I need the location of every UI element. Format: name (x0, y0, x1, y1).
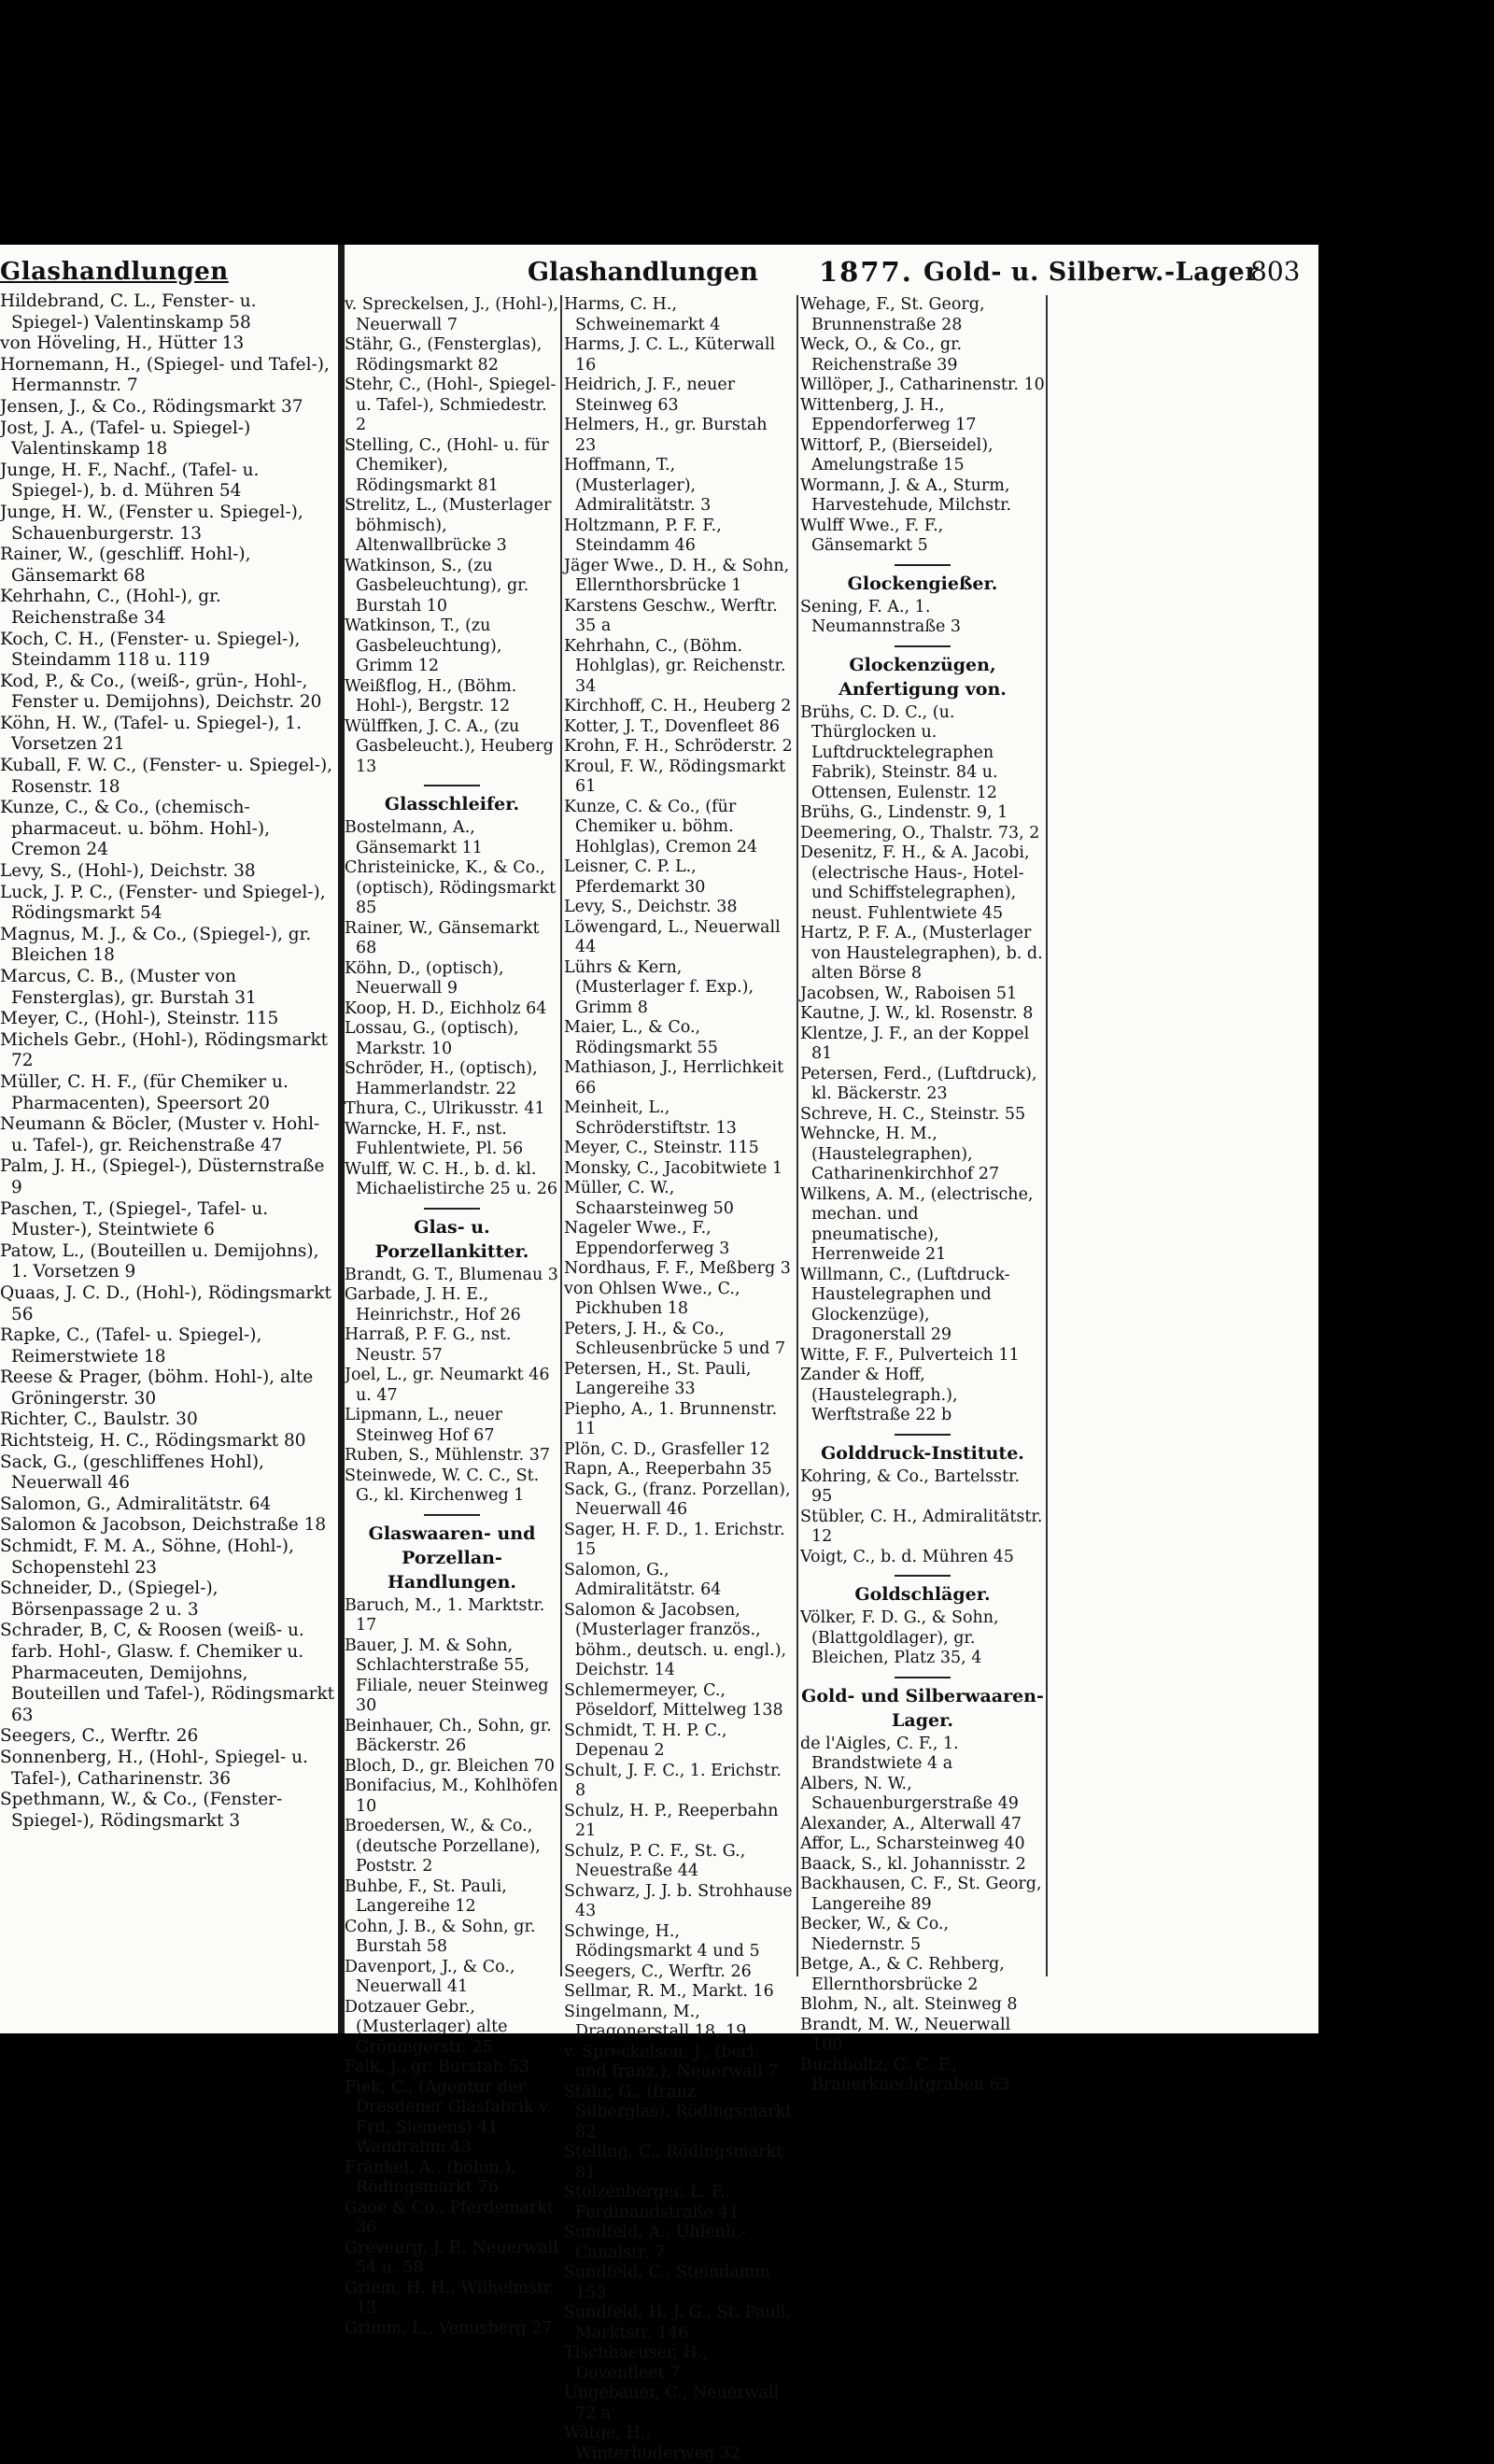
directory-entry: Schulz, P. C. F., St. G., Neuestraße 44 (564, 1841, 746, 1880)
section-glockengiesser (800, 598, 1045, 638)
directory-entry: Koch, C. H., (Fenster- u. Spiegel-), Steindamm 118 u. 119 (0, 629, 301, 671)
directory-entry: Jäger Wwe., D. H., & Sohn, Ellernthorsbrücke 1 (564, 556, 790, 595)
directory-entry: Lipmann, L., neuer Steinweg Hof 67 (345, 1406, 503, 1445)
directory-entry: Kuball, F. W. C., (Fenster- u. Spiegel-), Rosenstr. 18 (0, 756, 333, 797)
directory-entry: Schreve, H. C., Steinstr. 55 (800, 1104, 1026, 1124)
section-separator (424, 785, 480, 786)
directory-entry: Sundfeld, H. J. G., St. Pauli, Marktstr. 146 (564, 2303, 792, 2343)
directory-entry: Weck, O., & Co., gr. Reichenstraße 39 (800, 335, 963, 375)
directory-entry: Falk, J., gr. Burstah 53 (345, 2058, 529, 2076)
directory-entry: Helmers, H., gr. Burstah 23 (564, 416, 768, 455)
right-page (345, 245, 1318, 2463)
directory-entry: de l'Aigles, C. F., 1. Brandstwiete 4 a (800, 1734, 959, 1773)
directory-entry: Fränkel, A., (böhm.), Rödingsmarkt 76 (345, 2158, 516, 2197)
running-header-right: Gold- u. Silberw.-Lager (923, 258, 1259, 287)
directory-entry: Grimm, L., Venusberg 27 (345, 2318, 553, 2338)
directory-entry: Monsky, C., Jacobitwiete 1 (564, 1158, 783, 1178)
directory-entry: Stehr, C., (Hohl-, Spiegel- u. Tafel-), Schmiedestr. 2 (345, 375, 557, 434)
directory-entry: Neumann & Böcler, (Muster v. Hohl- u. Tafel-), gr. Reichenstraße 47 (0, 1114, 320, 1155)
directory-entry: Schmidt, F. M. A., Söhne, (Hohl-), Schopenstehl 23 (0, 1536, 294, 1578)
directory-entry: Stelling, C., Rödingsmarkt 81 (564, 2143, 783, 2182)
directory-entry: Magnus, M. J., & Co., (Spiegel-), gr. Bleichen 18 (0, 924, 312, 966)
directory-entry: Nageler Wwe., F., Eppendorferweg 3 (564, 1219, 730, 1258)
directory-entry: Witte, F. F., Pulverteich 11 (800, 1345, 1020, 1365)
directory-entry: Sundfeld, A., Uhlenh.-Canalstr. 7 (564, 2223, 747, 2262)
directory-entry: Deemering, O., Thalstr. 73, 2 (800, 823, 1040, 843)
directory-entry: Schwarz, J. J. b. Strohhause 43 (564, 1881, 793, 1920)
section-title-golddruck: Golddruck-Institute. (821, 1442, 1024, 1464)
directory-entry: Sellmar, R. M., Markt. 16 (564, 1982, 774, 2001)
directory-entry: Sonnenberg, H., (Hohl-, Spiegel- u. Tafel-), Catharinenstr. 36 (0, 1747, 308, 1789)
directory-entry: Kroul, F. W., Rödingsmarkt 61 (564, 757, 786, 796)
directory-entry: Plön, C. D., Grasfeller 12 (564, 1439, 770, 1459)
directory-entry: Karstens Geschw., Werftr. 35 a (564, 596, 778, 635)
directory-entry: Kehrhahn, C., (Böhm. Hohlglas), gr. Reichenstr. 34 (564, 636, 786, 696)
directory-entry: Stolzenberger, L. F., Ferdinandstraße 41 (564, 2183, 740, 2222)
left-page-column (0, 291, 336, 1832)
directory-entry: Ruben, S., Mühlenstr. 37 (345, 1446, 550, 1465)
directory-entry: Klentze, J. F., an der Koppel 81 (800, 1024, 1030, 1063)
directory-entry: Beinhauer, Ch., Sohn, gr. Bäckerstr. 26 (345, 1716, 552, 1755)
directory-entry: Rainer, W., (geschliff. Hohl-), Gänsemarkt 68 (0, 545, 251, 586)
directory-entry: von Ohlsen Wwe., C., Pickhuben 18 (564, 1279, 740, 1318)
directory-entry: Spethmann, W., & Co., (Fenster-Spiegel-), Rödingsmarkt 3 (0, 1790, 283, 1831)
directory-entry: Brandt, G. T., Blumenau 3 (345, 1265, 558, 1284)
column-3 (800, 295, 1045, 2096)
directory-entry: Wehncke, H. M., (Haustelegraphen), Catharinenkirchhof 27 (800, 1125, 1000, 1183)
column-rule (1046, 295, 1048, 1976)
page-number: 803 (1250, 256, 1301, 287)
section-glockenzuegen (800, 703, 1045, 1426)
directory-entry: Sack, G., (franz. Porzellan), Neuerwall 46 (564, 1480, 791, 1519)
directory-entry: Weißflog, H., (Böhm. Hohl-), Bergstr. 12 (345, 676, 517, 715)
directory-entry: Levy, S., Deichstr. 38 (564, 898, 738, 916)
directory-entry: Hornemann, H., (Spiegel- und Tafel-), Hermannstr. 7 (0, 354, 330, 396)
section-title-glasschleifer: Glasschleifer. (384, 794, 520, 814)
directory-entry: Schröder, H., (optisch), Hammerlandstr. 22 (345, 1059, 538, 1098)
directory-entry: v. Spreckelsen, J., (berl. und franz.), Neuerwall 7 (564, 2042, 779, 2081)
directory-entry: Bauer, J. M. & Sohn, Schlachterstraße 55, Filiale, neuer Steinweg 30 (345, 1636, 549, 1715)
directory-entry: Kod, P., & Co., (weiß-, grün-, Hohl-, Fenster u. Demijohns), Deichstr. 20 (0, 671, 322, 713)
directory-entry: Willöper, J., Catharinenstr. 10 (800, 375, 1045, 394)
directory-entry: Reese & Prager, (böhm. Hohl-), alte Gröningerstr. 30 (0, 1367, 314, 1409)
directory-entry: Rapn, A., Reeperbahn 35 (564, 1460, 772, 1479)
directory-entry: Jacobsen, W., Raboisen 51 (800, 984, 1018, 1003)
section-golddruck (800, 1467, 1045, 1568)
running-header-left: Glashandlungen (528, 258, 758, 287)
directory-entry: Wehage, F., St. Georg, Brunnenstraße 28 (800, 295, 985, 334)
column-rule (796, 295, 798, 1976)
section-silberwaaren-lager (800, 1735, 1045, 2096)
directory-entry: Köhn, H. W., (Tafel- u. Spiegel-), 1. Vorsetzen 21 (0, 713, 303, 755)
directory-entry: Petersen, H., St. Pauli, Langereihe 33 (564, 1359, 752, 1398)
directory-entry: Schrader, B, C, & Roosen (weiß- u. farb. Hohl-, Glasw. f. Chemiker u. Pharmaceuten, Demijohns, Bouteillen und Tafel-), Rödingsmarkt 63 (0, 1621, 335, 1725)
column-3-entries (800, 295, 1045, 557)
directory-entry: Greveurg, J. P., Neuerwall 54 u. 58 (345, 2238, 558, 2277)
directory-entry: Watkinson, S., (zu Gasbeleuchtung), gr. Burstah 10 (345, 556, 529, 616)
directory-entry: Richter, C., Baulstr. 30 (0, 1409, 198, 1430)
directory-entry: Meyer, C., Steinstr. 115 (564, 1139, 759, 1157)
directory-entry: Koop, H. D., Eichholz 64 (345, 998, 547, 1018)
directory-entry: Heidrich, J. F., neuer Steinweg 63 (564, 375, 736, 415)
directory-entry: Holtzmann, P. F. F., Steindamm 46 (564, 516, 722, 555)
directory-entry: Salomon, G., Admiralitätstr. 64 (0, 1494, 272, 1514)
directory-entry: Betge, A., & C. Rehberg, Ellernthorsbrücke 2 (800, 1955, 1005, 1994)
directory-entry: Zander & Hoff, (Haustelegraph.), Werftstraße 22 b (800, 1366, 958, 1424)
section-title-glaswaaren: Glaswaaren- und Porzellan-Handlungen. (368, 1522, 536, 1593)
directory-entry: Bonifacius, M., Kohlhöfen 10 (345, 1777, 558, 1816)
section-title-goldschlaeger: Goldschläger. (854, 1584, 991, 1605)
directory-entry: Salomon, G., Admiralitätstr. 64 (564, 1560, 722, 1599)
directory-entry: Marcus, C. B., (Muster von Fensterglas), gr. Burstah 31 (0, 967, 257, 1008)
directory-entry: Brandt, M. W., Neuerwall 100 (800, 2015, 1011, 2054)
directory-entry: Schulz, H. P., Reeperbahn 21 (564, 1801, 779, 1840)
section-separator (895, 564, 951, 566)
directory-entry: Richtsteig, H. C., Rödingsmarkt 80 (0, 1431, 306, 1451)
directory-entry: Lührs & Kern, (Musterlager f. Exp.), Grimm 8 (564, 957, 754, 1017)
section-separator (424, 1514, 480, 1516)
section-title-glockengiesser: Glockengießer. (847, 573, 998, 594)
directory-entry: Junge, H. F., Nachf., (Tafel- u. Spiegel-), b. d. Mühren 54 (0, 460, 260, 502)
directory-entry: Paschen, T., (Spiegel-, Tafel- u. Muster-), Steintwiete 6 (0, 1198, 269, 1240)
directory-entry: Sening, F. A., 1. Neumannstraße 3 (800, 597, 962, 636)
directory-entry: Buhbe, F., St. Pauli, Langereihe 12 (345, 1876, 507, 1916)
directory-entry: Levy, S., (Hohl-), Deichstr. 38 (0, 861, 256, 882)
directory-entry: Michels Gebr., (Hohl-), Rödingsmarkt 72 (0, 1029, 329, 1071)
directory-entry: Sundfeld, C., Steindamm 153 (564, 2263, 771, 2302)
section-title-silberwaaren-lager: Gold- und Silberwaaren-Lager. (801, 1685, 1044, 1731)
directory-entry: Affor, L., Scharsteinweg 40 (800, 1834, 1025, 1853)
directory-entry: Baack, S., kl. Johannisstr. 2 (800, 1854, 1026, 1874)
directory-entry: Peters, J. H., & Co., Schleusenbrücke 5 und 7 (564, 1319, 786, 1358)
book-gutter (338, 245, 345, 2033)
directory-entry: Völker, F. D. G., & Sohn, (Blattgoldlager), gr. Bleichen, Platz 35, 4 (800, 1608, 999, 1667)
directory-entry: Davenport, J., & Co., Neuerwall 41 (345, 1957, 515, 1996)
directory-entry: Broedersen, W., & Co., (deutsche Porzellane), Poststr. 2 (345, 1817, 541, 1876)
directory-entry: Schmidt, T. H. P. C., Depenau 2 (564, 1721, 727, 1760)
directory-entry: Sager, H. F. D., 1. Erichstr. 15 (564, 1520, 785, 1559)
section-separator (895, 645, 951, 647)
directory-entry: Garbade, J. H. E., Heinrichstr., Hof 26 (345, 1285, 521, 1324)
directory-entry: Kunze, C. & Co., (für Chemiker u. böhm. Hohlglas), Cremon 24 (564, 797, 758, 857)
section-title-porzellankitter: Glas- u. Porzellankitter. (374, 1216, 529, 1262)
section-porzellankitter (345, 1266, 559, 1507)
directory-entry: Joel, L., gr. Neumarkt 46 u. 47 (345, 1366, 550, 1405)
directory-entry: Meyer, C., (Hohl-), Steinstr. 115 (0, 1009, 279, 1029)
directory-entry: Brühs, C. D. C., (u. Thürglocken u. Luftdrucktelegraphen Fabrik), Steinstr. 84 u. Ottensen, Eulenstr. 12 (800, 702, 998, 802)
directory-entry: Luck, J. P. C., (Fenster- und Spiegel-), Rödingsmarkt 54 (0, 882, 326, 924)
directory-entry: Tischhaeuser, H., Dovenfleet 7 (564, 2344, 708, 2383)
directory-entry: Thura, C., Ulrikusstr. 41 (345, 1099, 545, 1118)
directory-entry: Löwengard, L., Neuerwall 44 (564, 917, 781, 956)
directory-entry: Stähr, G., (Fensterglas), Rödingsmarkt 82 (345, 335, 543, 375)
directory-entry: Jensen, J., & Co., Rödingsmarkt 37 (0, 396, 303, 417)
directory-entry: Schneider, D., (Spiegel-), Börsenpassage 2 u. 3 (0, 1579, 218, 1620)
directory-entry: Salomon & Jacobsen, (Musterlager französ., böhm., deutsch. u. engl.), Deichstr. 14 (564, 1600, 787, 1679)
directory-entry: Voigt, C., b. d. Mühren 45 (800, 1547, 1014, 1566)
directory-entry: Steinwede, W. C. C., St. G., kl. Kirchenweg 1 (345, 1466, 540, 1505)
directory-entry: Kehrhahn, C., (Hohl-), gr. Reichenstraße 34 (0, 587, 221, 628)
directory-entry: Kunze, C., & Co., (chemisch-pharmaceut. u. böhm. Hohl-), Cremon 24 (0, 798, 270, 860)
directory-entry: Lossau, G., (optisch), Markstr. 10 (345, 1019, 519, 1058)
directory-entry: Kautne, J. W., kl. Rosenstr. 8 (800, 1004, 1034, 1023)
directory-entry: Wulff Wwe., F. F., Gänsemarkt 5 (800, 516, 944, 555)
directory-entry: Palm, J. H., (Spiegel-), Düsternstraße 9 (0, 1156, 325, 1197)
directory-entry: Kotter, J. T., Dovenfleet 86 (564, 716, 781, 736)
directory-entry: Meinheit, L., Schröderstiftstr. 13 (564, 1098, 737, 1138)
directory-entry: Harms, C. H., Schweinemarkt 4 (564, 295, 721, 334)
directory-entry: Stähr, G., (franz. Silberglas), Rödingsmarkt 82 (564, 2082, 793, 2142)
directory-entry: Seegers, C., Werftr. 26 (564, 1961, 752, 1981)
directory-entry: Quaas, J. C. D., (Hohl-), Rödingsmarkt 56 (0, 1282, 331, 1324)
column-2 (564, 295, 793, 2464)
directory-entry: Rainer, W., Gänsemarkt 68 (345, 918, 540, 957)
section-separator (895, 1575, 951, 1577)
directory-entry: Watkinson, T., (zu Gasbeleuchtung), Grimm 12 (345, 616, 502, 675)
directory-entry: Piepho, A., 1. Brunnenstr. 11 (564, 1399, 778, 1438)
section-separator (895, 1434, 951, 1436)
directory-entry: Köhn, D., (optisch), Neuerwall 9 (345, 958, 504, 998)
directory-entry: Buchholtz, C. C. F., Brauerknechtgraben 63 (800, 2055, 1010, 2094)
directory-entry: Brühs, G., Lindenstr. 9, 1 (800, 803, 1008, 822)
directory-entry: Becker, W., & Co., Niedernstr. 5 (800, 1915, 950, 1954)
directory-entry: Christeinicke, K., & Co., (optisch), Rödingsmarkt 85 (345, 858, 557, 917)
directory-entry: Kohring, & Co., Bartelsstr. 95 (800, 1466, 1021, 1506)
directory-entry: Junge, H. W., (Fenster u. Spiegel-), Schauenburgerstr. 13 (0, 502, 303, 544)
directory-entry: Rapke, C., (Tafel- u. Spiegel-), Reimerstwiete 18 (0, 1325, 262, 1367)
directory-entry: Hoffmann, T., (Musterlager), Admiralitätstr. 3 (564, 456, 712, 515)
directory-entry: v. Spreckelsen, J., (Hohl-), Neuerwall 7 (345, 295, 559, 334)
directory-entry: Desenitz, F. H., & A. Jacobi, (electrische Haus-, Hotel- und Schiffstelegraphen), neust. Fuhlentwiete 45 (800, 843, 1030, 923)
directory-entry: Hartz, P. F. A., (Musterlager von Haustelegraphen), b. d. alten Börse 8 (800, 924, 1043, 983)
directory-entry: Griem, H. H., Wilhelmstr. 13 (345, 2278, 556, 2317)
directory-entry: von Höveling, H., Hütter 13 (0, 333, 245, 354)
directory-entry: Alexander, A., Alterwall 47 (800, 1814, 1022, 1834)
directory-entry: Müller, C. W., Schaarsteinweg 50 (564, 1179, 734, 1218)
column-rule (560, 295, 562, 1976)
directory-entry: Dotzauer Gebr., (Musterlager) alte Gröningerstr. 25 (345, 1997, 508, 2057)
directory-entry: Harms, J. C. L., Küterwall 16 (564, 335, 776, 375)
directory-entry: Nordhaus, F. F., Meßberg 3 (564, 1259, 791, 1278)
directory-entry: Petersen, Ferd., (Luftdruck), kl. Bäckerstr. 23 (800, 1064, 1037, 1103)
section-goldschlaeger (800, 1608, 1045, 1669)
directory-entry: Schult, J. F. C., 1. Erichstr. 8 (564, 1761, 782, 1800)
directory-entry: Baruch, M., 1. Marktstr. 17 (345, 1595, 545, 1635)
directory-entry: Schlemermeyer, C., Pöseldorf, Mittelweg 138 (564, 1680, 783, 1720)
directory-entry: Wittorf, P., (Bierseidel), Amelungstraße 15 (800, 435, 994, 474)
directory-entry: Krohn, F. H., Schröderstr. 2 (564, 737, 793, 756)
directory-entry: Wulff, W. C. H., b. d. kl. Michaelistirche 25 u. 26 (345, 1159, 558, 1198)
section-glasschleifer (345, 818, 559, 1200)
directory-entry: Wülffken, J. C. A., (zu Gasbeleucht.), Heuberg 13 (345, 716, 554, 776)
left-page (0, 245, 338, 2033)
directory-entry: Bloch, D., gr. Bleichen 70 (345, 1756, 555, 1776)
directory-entry: Wilkens, A. M., (electrische, mechan. und pneumatische), Herrenweide 21 (800, 1184, 1034, 1264)
directory-entry: Strelitz, L., (Musterlager böhmisch), Altenwallbrücke 3 (345, 496, 552, 555)
running-header (345, 254, 1318, 291)
directory-entry: Müller, C. H. F., (für Chemiker u. Pharmacenten), Speersort 20 (0, 1071, 289, 1113)
directory-entry: Stübler, C. H., Admiralitätstr. 12 (800, 1507, 1043, 1546)
directory-entry: Leisner, C. P. L., Pferdemarkt 30 (564, 857, 706, 897)
directory-entry: Patow, L., (Bouteillen u. Demijohns), 1. Vorsetzen 9 (0, 1240, 319, 1282)
directory-entry: Singelmann, M., Dragonerstall 18, 19 (564, 2002, 747, 2041)
directory-entry: Hildebrand, C. L., Fenster- u. Spiegel-) Valentinskamp 58 (0, 291, 257, 333)
directory-entry: Wittenberg, J. H., Eppendorferweg 17 (800, 395, 977, 434)
directory-entry: Stelling, C., (Hohl- u. für Chemiker), Rödingsmarkt 81 (345, 435, 549, 495)
directory-entry: Gaoe & Co., Pferdemarkt 36 (345, 2198, 554, 2237)
running-header-year: 1877. (819, 256, 913, 288)
directory-entry: Schwinge, H., Rödingsmarkt 4 und 5 (564, 1921, 760, 1961)
directory-entry: Bostelmann, A., Gänsemarkt 11 (345, 818, 483, 857)
directory-entry: Backhausen, C. F., St. Georg, Langereihe 89 (800, 1875, 1042, 1914)
directory-entry: Kirchhoff, C. H., Heuberg 2 (564, 697, 792, 715)
directory-entry: Sack, G., (geschliffenes Hohl), Neuerwall 46 (0, 1451, 264, 1494)
directory-entry: Maier, L., & Co., Rödingsmarkt 55 (564, 1018, 718, 1057)
directory-entry: Ungebauer, C., Neuerwall 72 a (564, 2384, 780, 2423)
directory-entry: Fiek, C., (Agentur der Dresdener Glasfabrik v. Frd. Siemens) 41 Wandrahm 43 (345, 2077, 552, 2157)
directory-entry: Albers, N. W., Schauenburgerstraße 49 (800, 1774, 1019, 1813)
section-title-glockenzuegen: Glockenzügen, Anfertigung von. (839, 654, 1007, 700)
column-1-entries (345, 295, 559, 777)
directory-entry: Seegers, C., Werftr. 26 (0, 1726, 199, 1747)
directory-entry: Blohm, N., alt. Steinweg 8 (800, 1995, 1018, 2014)
column-1 (345, 295, 559, 2339)
directory-entry: Harraß, P. F. G., nst. Neustr. 57 (345, 1325, 512, 1365)
left-page-header: Glashandlungen (0, 258, 229, 286)
directory-entry: Mathiason, J., Herrlichkeit 66 (564, 1058, 784, 1097)
directory-entry: Cohn, J. B., & Sohn, gr. Burstah 58 (345, 1917, 536, 1956)
directory-entry: Wätge, H., Winterhuderweg 32 (564, 2424, 741, 2463)
column-2-entries (564, 295, 793, 2464)
section-separator (895, 1677, 951, 1678)
directory-entry: Willmann, C., (Luftdruck-Haustelegraphen und Glockenzüge), Dragonerstall 29 (800, 1265, 1010, 1344)
directory-entry: Wormann, J. & A., Sturm, Harvestehude, Milchstr. (800, 475, 1012, 515)
section-glaswaaren (345, 1596, 559, 2340)
directory-entry: Salomon & Jacobson, Deichstraße 18 (0, 1515, 327, 1536)
section-separator (424, 1208, 480, 1210)
directory-entry: Jost, J. A., (Tafel- u. Spiegel-) Valentinskamp 18 (0, 418, 251, 460)
directory-entry: Warncke, H. F., nst. Fuhlentwiete, Pl. 56 (345, 1119, 524, 1158)
